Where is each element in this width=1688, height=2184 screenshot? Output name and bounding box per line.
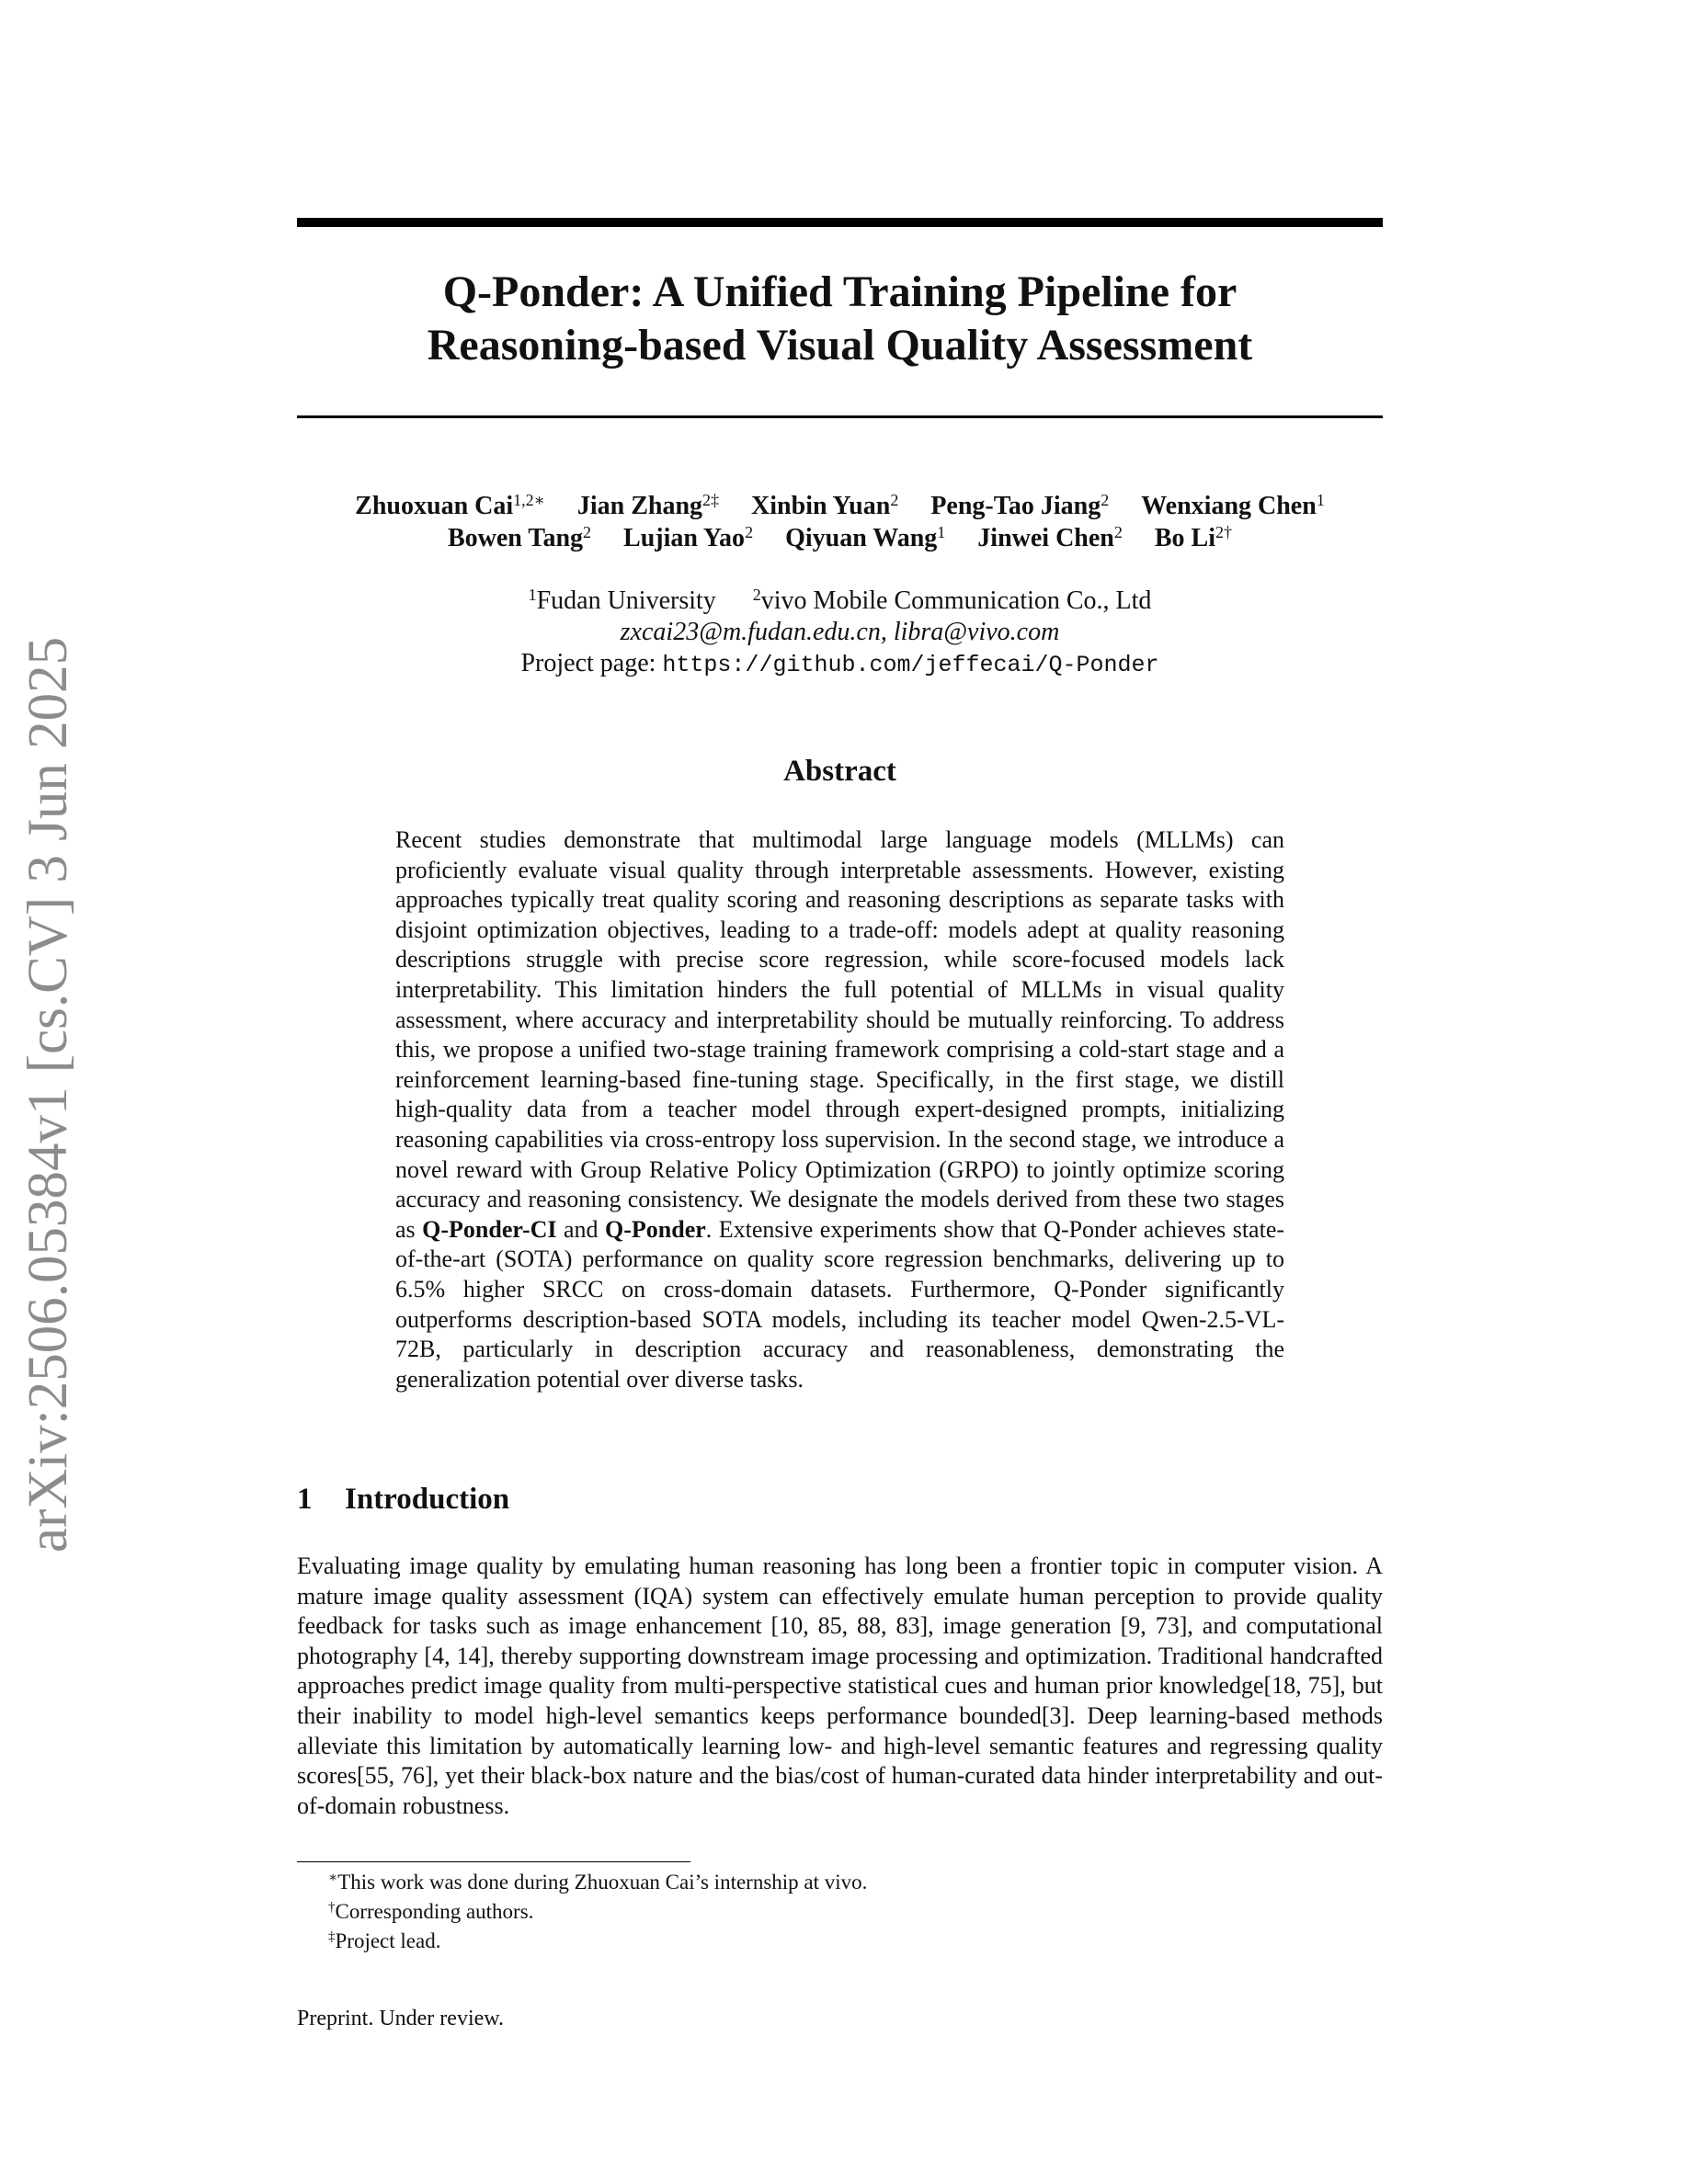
title-top-rule: [297, 218, 1383, 227]
abstract-heading: Abstract: [783, 755, 896, 788]
affiliation-line: $^1$Fudan University $^2$vivo Mobile Communication Co., Ltd: [528, 586, 1152, 615]
title-bottom-rule: [297, 415, 1383, 418]
footnote-rule: [297, 1861, 690, 1862]
model-name-q-ponder: Q-Ponder: [605, 1215, 706, 1243]
title-line-2: Reasoning-based Visual Quality Assessment: [427, 321, 1253, 370]
author: Bowen Tang$^2$: [447, 523, 592, 552]
section-heading-introduction: [297, 1483, 509, 1517]
section-number: 1: [297, 1483, 313, 1516]
project-page-line: [297, 648, 1383, 681]
project-page-label: Project page:: [520, 649, 656, 677]
author: Zhuoxuan Cai$^{1,2∗}$: [355, 491, 545, 520]
author: Wenxiang Chen$^1$: [1141, 491, 1325, 520]
paper-title: [297, 266, 1383, 372]
affiliation-fudan: Fudan University: [536, 586, 716, 615]
model-name-ci: Q-Ponder-CI: [422, 1215, 557, 1243]
author: Lujian Yao$^2$: [623, 523, 754, 552]
abstract-text: Recent studies demonstrate that multimodal large language models (MLLMs) can proficiently evaluate visual quality through interpretable assessments. However, existing approaches typically treat quality scoring and reasoning descriptions as separate tasks with disjoint optimization objectives, leading to a trade-off: models adept at quality reasoning descriptions struggle with precise score regression, while score-focused models lack interpretability. This limitation hinders the full potential of MLLMs in visual quality assessment, where accuracy and interpretability should be mutually reinforcing. To address this, we propose a unified two-stage training framework comprising a cold-start stage and a reinforcement learning-based fine-tuning stage. Specifically, in the first stage, we distill high-quality data from a teacher model through expert-designed prompts, initializing reasoning capabilities via cross-entropy loss supervision. In the second stage, we introduce a novel reward with Group Relative Policy Optimization (GRPO) to jointly optimize scoring accuracy and reasoning consistency. We designate the models derived from these two stages as Q-Ponder-CI and Q-Ponder. Extensive experiments show that Q-Ponder achieves state-of-the-art (SOTA) performance on quality score regression benchmarks, delivering up to 6.5% higher SRCC on cross-domain datasets. Furthermore, Q-Ponder significantly outperforms description-based SOTA models, including its teacher model Qwen-2.5-VL-72B, particularly in description accuracy and reasonableness, demonstrating the generalization potential over diverse tasks.: [395, 826, 1285, 1393]
section-title: Introduction: [345, 1483, 510, 1516]
footnote: ‡Project lead.: [328, 1929, 441, 1952]
footnotes: [328, 1868, 867, 1956]
footnote: ∗This work was done during Zhuoxuan Cai’s internship at vivo.: [328, 1871, 868, 1894]
introduction-paragraph: Evaluating image quality by emulating human reasoning has long been a frontier topic in computer vision. A mature image quality assessment (IQA) system can effectively emulate human perception to provide quality feedback for tasks such as image enhancement [10, 85, 88, 83], image generation [9, 73], and computational photography [4, 14], thereby supporting downstream image processing and optimization. Traditional handcrafted approaches predict image quality from multi-perspective statistical cues and human prior knowledge[18, 75], but their inability to model high-level semantics keeps performance bounded[3]. Deep learning-based methods alleviate this limitation by automatically learning low- and high-level semantic features and regressing quality scores[55, 76], yet their black-box nature and the bias/cost of human-curated data hinder interpretability and out-of-domain robustness.: [297, 1553, 1383, 1819]
preprint-note: Preprint. Under review.: [297, 2007, 505, 2030]
author-emails: zxcai23@m.fudan.edu.cn, libra@vivo.com: [620, 618, 1060, 646]
author: Jian Zhang$^{2\ddagger}$: [576, 491, 720, 520]
author-list: [297, 490, 1383, 554]
footnote: †Corresponding authors.: [328, 1900, 534, 1923]
title-line-1: Q-Ponder: A Unified Training Pipeline for: [442, 267, 1237, 316]
arxiv-identifier: arXiv:2506.05384v1 [cs.CV] 3 Jun 2025: [17, 636, 79, 1553]
affiliations: [297, 586, 1383, 681]
author: Bo $Li^{2\dagger}$: [1154, 523, 1233, 552]
author-row-1: [297, 490, 1383, 522]
arxiv-side-stamp: [0, 0, 97, 2184]
author: Xinbin Yuan$^2$: [751, 491, 899, 520]
author-row-2: [297, 522, 1383, 554]
author: Jinwei Chen$^2$: [977, 523, 1123, 552]
affiliation-vivo: vivo Mobile Communication Co., Ltd: [760, 586, 1152, 615]
project-page-link[interactable]: https://github.com/jeffecai/Q-Ponder: [662, 652, 1159, 678]
author: Peng-Tao Jiang$^2$: [930, 491, 1110, 520]
author: Qiyuan Wang$^1$: [785, 523, 946, 552]
